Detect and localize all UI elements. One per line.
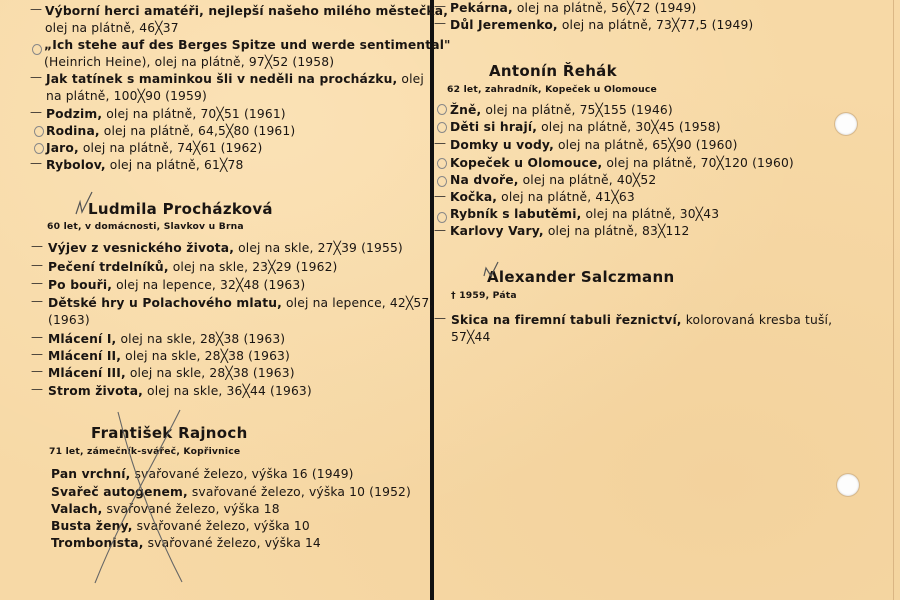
list-item: Výjev z vesnického života, olej na skle, 27╳39 (1955)	[48, 241, 403, 255]
pencil-dash-icon	[31, 330, 43, 344]
pencil-circle-icon	[437, 176, 447, 187]
pencil-circle-icon	[32, 44, 42, 55]
pencil-dash-icon	[31, 276, 43, 290]
artist-name: Ludmila Procházková	[88, 200, 273, 218]
list-item: Kopeček u Olomouce, olej na plátně, 70╳120 (1960)	[450, 156, 794, 170]
artist-name: Alexander Salczmann	[487, 268, 675, 286]
pencil-dash-icon	[434, 223, 446, 237]
artist-name: Antonín Řehák	[489, 62, 617, 80]
pencil-dash-icon	[30, 70, 42, 84]
pencil-dash-icon	[31, 347, 43, 361]
artist-bio: 62 let, zahradník, Kopeček u Olomouce	[447, 84, 657, 95]
pencil-dash-icon	[31, 258, 43, 272]
list-item: Na dvoře, olej na plátně, 40╳52	[450, 173, 657, 187]
pencil-dash-icon	[30, 156, 42, 170]
list-item: Dětské hry u Polachového mlatu, olej na lepence, 42╳57, (1963)	[48, 296, 434, 327]
list-item: Busta ženy, svařované železo, výška 10	[51, 519, 310, 533]
pencil-circle-icon	[34, 126, 44, 137]
list-item: Valach, svařované železo, výška 18	[51, 502, 280, 516]
list-item: Rodina, olej na plátně, 64,5╳80 (1961)	[46, 124, 296, 138]
pencil-circle-icon	[437, 104, 447, 115]
list-item: Mlácení II, olej na skle, 28╳38 (1963)	[48, 349, 290, 363]
page-edge	[893, 0, 894, 600]
pencil-dash-icon	[31, 382, 43, 396]
list-item: Skica na firemní tabuli řeznictví, kolorovaná kresba tuší, 57╳44	[451, 313, 833, 344]
pencil-dash-icon	[434, 0, 446, 13]
pencil-circle-icon	[34, 143, 44, 154]
artist-bio: 71 let, zámečník-svářeč, Kopřivnice	[49, 446, 241, 457]
list-item: Mlácení III, olej na skle, 28╳38 (1963)	[48, 366, 295, 380]
list-item: Podzim, olej na plátně, 70╳51 (1961)	[46, 107, 286, 121]
list-item: Pan vrchní, svařované železo, výška 16 (1949)	[51, 467, 354, 481]
artist-bio: † 1959, Páta	[451, 290, 517, 301]
pencil-dash-icon	[434, 16, 446, 30]
list-item: Rybolov, olej na plátně, 61╳78	[46, 158, 244, 172]
pencil-dash-icon	[31, 294, 43, 308]
pencil-dash-icon	[30, 105, 42, 119]
list-item: Výborní herci amatéři, nejlepší našeho milého městečka, olej na plátně, 46╳37	[45, 4, 449, 35]
list-item: Jak tatínek s maminkou šli v neděli na procházku, olej na plátně, 100╳90 (1959)	[46, 72, 424, 103]
pencil-circle-icon	[437, 122, 447, 133]
list-item: Žně, olej na plátně, 75╳155 (1946)	[450, 103, 673, 117]
list-item: Strom života, olej na skle, 36╳44 (1963)	[48, 384, 312, 398]
artist-name: František Rajnoch	[91, 424, 248, 442]
list-item: Rybník s labutěmi, olej na plátně, 30╳43	[450, 207, 720, 221]
list-item: Pekárna, olej na plátně, 56╳72 (1949)	[450, 1, 697, 15]
pencil-dash-icon	[31, 239, 43, 253]
list-item: „Ich stehe auf des Berges Spitze und werde sentimental" (Heinrich Heine), olej na plátně, 97╳52 (1958)	[44, 38, 451, 69]
list-item: Domky u vody, olej na plátně, 65╳90 (1960)	[450, 138, 738, 152]
pencil-dash-icon	[434, 189, 446, 203]
list-item: Pečení trdelníků, olej na skle, 23╳29 (1962)	[48, 260, 338, 274]
list-item: Trombonista, svařované železo, výška 14	[51, 536, 321, 550]
list-item: Po bouři, olej na lepence, 32╳48 (1963)	[48, 278, 306, 292]
list-item: Kočka, olej na plátně, 41╳63	[450, 190, 635, 204]
list-item: Jaro, olej na plátně, 74╳61 (1962)	[46, 141, 263, 155]
pencil-circle-icon	[437, 212, 447, 223]
pencil-dash-icon	[31, 364, 43, 378]
pencil-dash-icon	[434, 311, 446, 325]
artist-bio: 60 let, v domácnosti, Slavkov u Brna	[47, 221, 244, 232]
list-item: Mlácení I, olej na skle, 28╳38 (1963)	[48, 332, 286, 346]
punch-hole	[835, 113, 857, 135]
list-item: Důl Jeremenko, olej na plátně, 73╳77,5 (1949)	[450, 18, 754, 32]
list-item: Děti si hrají, olej na plátně, 30╳45 (1958)	[450, 120, 721, 134]
pencil-dash-icon	[434, 136, 446, 150]
pencil-circle-icon	[437, 158, 447, 169]
punch-hole	[837, 474, 859, 496]
pencil-dash-icon	[30, 2, 42, 16]
list-item: Karlovy Vary, olej na plátně, 83╳112	[450, 224, 690, 238]
list-item: Svařeč autogenem, svařované železo, výška 10 (1952)	[51, 485, 411, 499]
